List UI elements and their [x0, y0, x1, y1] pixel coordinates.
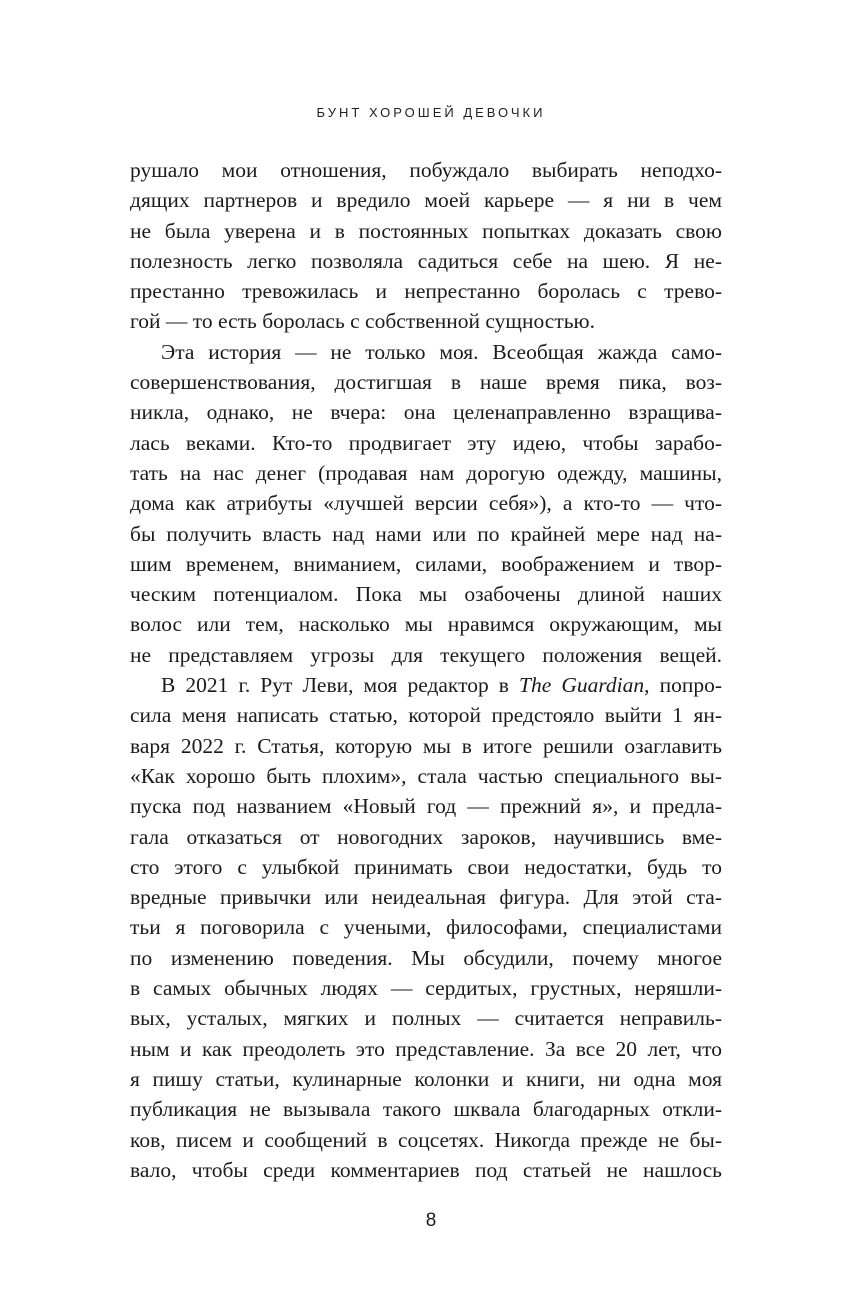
text-line: тьи я поговорила с учеными, философами, специалистами [130, 915, 722, 940]
text-line: не представляем угрозы для текущего положения вещей. [130, 642, 722, 667]
paragraph-3 [130, 670, 722, 1185]
text-line: гой — то есть боролась с собственной сущностью. [130, 309, 595, 334]
text-line: Эта история — не только моя. Всеобщая жажда само- [161, 339, 722, 364]
text-line: «Как хорошо быть плохим», стала частью специального вы- [130, 763, 722, 788]
text-line: публикация не вызывала такого шквала благодарных откли- [130, 1097, 722, 1122]
text-line: вредные привычки или неидеальная фигура. Для этой ста- [130, 885, 722, 910]
text-segment: , попро- [644, 673, 723, 698]
text-line: дящих партнеров и вредило моей карьере — я ни в чем [130, 188, 722, 213]
text-line: полезность легко позволяла садиться себе на шею. Я не- [130, 248, 722, 273]
text-line: в самых обычных людях — сердитых, грустных, неряшли- [130, 976, 722, 1001]
running-header: БУНТ ХОРОШЕЙ ДЕВОЧКИ [316, 105, 546, 120]
text-line: не была уверена и в постоянных попытках доказать свою [130, 218, 722, 243]
text-line: по изменению поведения. Мы обсудили, почему многое [130, 945, 722, 970]
text-line: ным и как преодолеть это представление. За все 20 лет, что [130, 1036, 722, 1061]
text-line: волос или тем, насколько мы нравимся окружающим, мы [130, 612, 722, 637]
text-line: пуска под названием «Новый год — прежний я», и предла- [130, 794, 722, 819]
text-line: вало, чтобы среди комментариев под статьей не нашлось [130, 1157, 722, 1182]
text-line: сто этого с улыбкой принимать свои недостатки, будь то [130, 854, 722, 879]
text-line: бы получить власть над нами или по крайней мере над на- [130, 521, 722, 546]
text-segment: В 2021 г. Рут Леви, моя редактор в [161, 673, 519, 698]
text-line: шим временем, вниманием, силами, воображением и твор- [130, 551, 722, 576]
text-line: совершенствования, достигшая в наше время пика, воз- [130, 370, 722, 395]
text-line: гала отказаться от новогодних зароков, научившись вме- [130, 824, 722, 849]
text-line: тать на нас денег (продавая нам дорогую одежду, машины, [130, 460, 722, 485]
page-number: 8 [425, 1210, 437, 1231]
text-line: дома как атрибуты «лучшей версии себя»), а кто-то — что- [130, 491, 722, 516]
text-line: престанно тревожилась и непрестанно боролась с трево- [130, 279, 722, 304]
paragraph-1 [130, 155, 722, 337]
paragraph-2 [130, 337, 722, 670]
text-line: лась веками. Кто-то продвигает эту идею, чтобы зарабо- [130, 430, 722, 455]
text-line: ков, писем и сообщений в соцсетях. Никогда прежде не бы- [130, 1127, 722, 1152]
body-text [130, 155, 722, 1185]
text-line: ческим потенциалом. Пока мы озабочены длиной наших [130, 582, 722, 607]
text-line [130, 670, 722, 700]
text-line: я пишу статьи, кулинарные колонки и книги, ни одна моя [130, 1066, 722, 1091]
text-line: варя 2022 г. Статья, которую мы в итоге решили озаглавить [130, 733, 722, 758]
italic-publication-title: The Guardian [519, 673, 645, 698]
text-line: никла, однако, не вчера: она целенаправленно взращива- [130, 400, 722, 425]
text-line: рушало мои отношения, побуждало выбирать неподхо- [130, 158, 722, 182]
text-line: сила меня написать статью, которой предстояло выйти 1 ян- [130, 703, 722, 728]
text-line: вых, усталых, мягких и полных — считается неправиль- [130, 1006, 722, 1031]
